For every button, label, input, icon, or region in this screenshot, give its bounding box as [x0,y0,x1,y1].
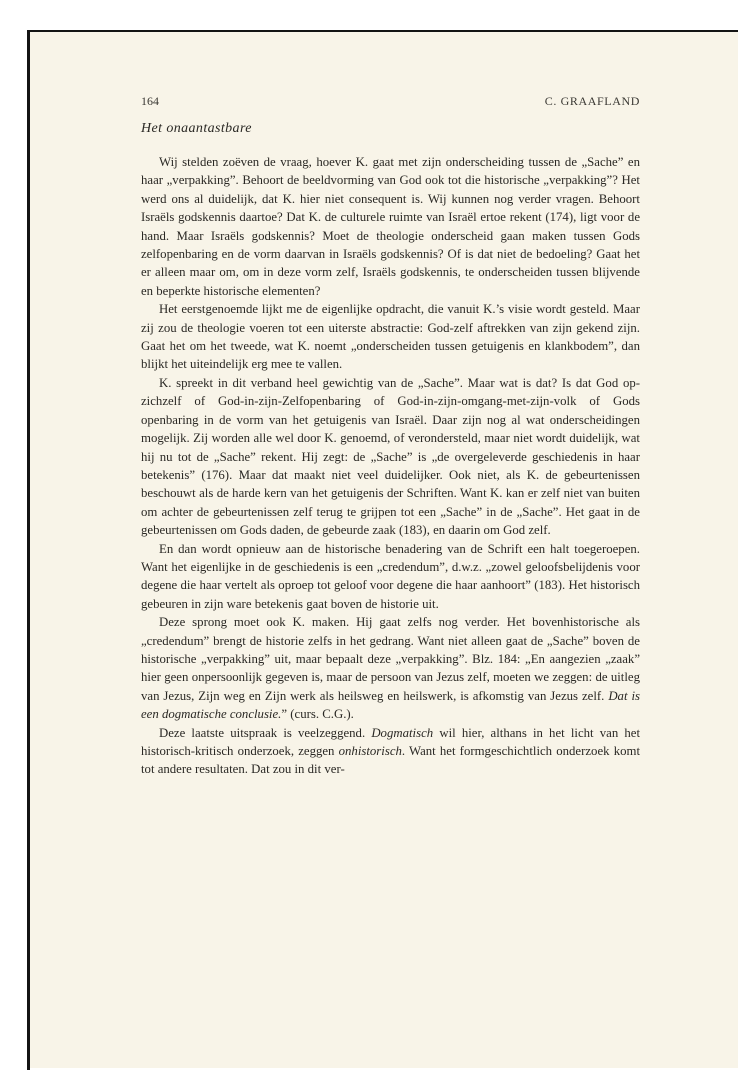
paragraph-text: Deze sprong moet ook K. maken. Hij gaat zelfs nog verder. Het bovenhistorische als „credendum” brengt de historie zelfs in het gedrang. Want niet alleen gaat de „Sache” boven de historische „verpakking” uit, maar bepaalt deze „verpakking”. Blz. 184: „En aangezien „zaak” hier geen onpersoonlijk gegeven is, maar de persoon van Jezus zelf, moeten we zeggen: de uitleg van Jezus, Zijn weg en Zijn werk als heilsweg en heilswerk, is afkomstig van Jezus zelf. [141,615,640,703]
body-paragraph [141,300,640,374]
italic-text: onhistorisch [338,744,402,758]
body-paragraph [141,540,640,614]
paragraph-text: Deze laatste uitspraak is veelzeggend. [159,725,372,740]
paragraph-text: ” (curs. C.G.). [281,707,354,722]
body-paragraph [141,613,640,723]
paragraph-text: Wij stelden zoëven de vraag, hoever K. gaat met zijn onderscheiding tussen de „Sache” en haar „verpakking”. Behoort de beeldvorming van God ook tot die historische „verpakking”? Het werd ons al duidelijk, dat K. hier niet consequent is. Wij kunnen nog verder vragen. Behoort Israëls godskennis daartoe? Dat K. de culturele ruimte van Israël ertoe rekent (174), ligt voor de hand. Maar Israëls godskennis? Moet de theologie onderscheid gaan maken tussen Gods zelfopenbaring en de vorm daarvan in Israëls godskennis? Of is dat niet de bedoeling? Gaat het er alleen maar om, om in deze vorm zelf, Israëls godskennis, te onderscheiden tussen blijvende en beperkte historische elementen? [141,155,640,298]
paragraph-text: Het eerstgenoemde lijkt me de eigenlijke opdracht, die vanuit K.’s visie wordt gesteld. Maar zij zou de theologie voeren tot een uiterste abstractie: God-zelf aftrekken van zijn gekend zijn. Gaat het om het tweede, wat K. noemt „onderscheiden tussen getuigenis en klankbodem”, dan blijkt het uiteindelijk erg mee te vallen. [141,302,640,372]
body-text [141,153,640,779]
page-number: 164 [141,94,159,108]
body-paragraph [141,724,640,779]
body-paragraph [141,153,640,300]
paragraph-text: wil hier, althans in het licht van het historisch-kritisch onderzoek, zeggen [141,725,640,758]
paragraph-text: K. spreekt in dit verband heel gewichtig van de „Sache”. Maar wat is dat? Is dat God op-zichzelf of God-in-zijn-Zelfopenbaring of God-in-zijn-omgang-met-zijn-volk of Gods openbaring in de vorm van het getuigenis van Israël. Daar zijn nog al wat onderscheidingen mogelijk. Zij worden alle wel door K. genoemd, of verondersteld, maar niet wordt duidelijk, wat hij nu tot de „Sache” rekent. Hij zegt: de „Sache” is „de overgeleverde geschiedenis in haar betekenis” (176). Maar dat maakt niet veel duidelijker. Ook niet, als K. de gebeurtenissen beschouwt als de harde kern van het getuigenis der Schriften. Want K. kan er zelf niet van buiten om achter de gebeurtenissen zelf terug te grijpen tot een „Sache” in de „Sache”. Het gaat in de gebeurtenissen om Gods daden, de gebeurde zaak (183), en daarin om God zelf. [141,375,640,538]
running-head-author: C. GRAAFLAND [544,94,640,108]
italic-text: Dogmatisch [371,725,434,740]
section-title: Het onaantastbare [141,121,252,136]
italic-text: Dat is een dogmatische conclusie. [141,688,640,722]
running-header [141,94,640,112]
paragraph-text: En dan wordt opnieuw aan de historische benadering van de Schrift een halt toegeroepen. Want het eigenlijke in de geschiedenis is een „credendum”, d.w.z. „zowel geloofsbelijdenis voor degene die haar vertelt als oproep tot geloof voor degene die haar aanhoort” (183). Het historisch gebeuren in zijn ware betekenis gaat boven de historie uit. [141,541,640,611]
body-paragraph [141,374,640,540]
paragraph-text: . Want het formgeschichtlich onderzoek komt tot andere resultaten. Dat zou in dit ver- [141,744,640,777]
